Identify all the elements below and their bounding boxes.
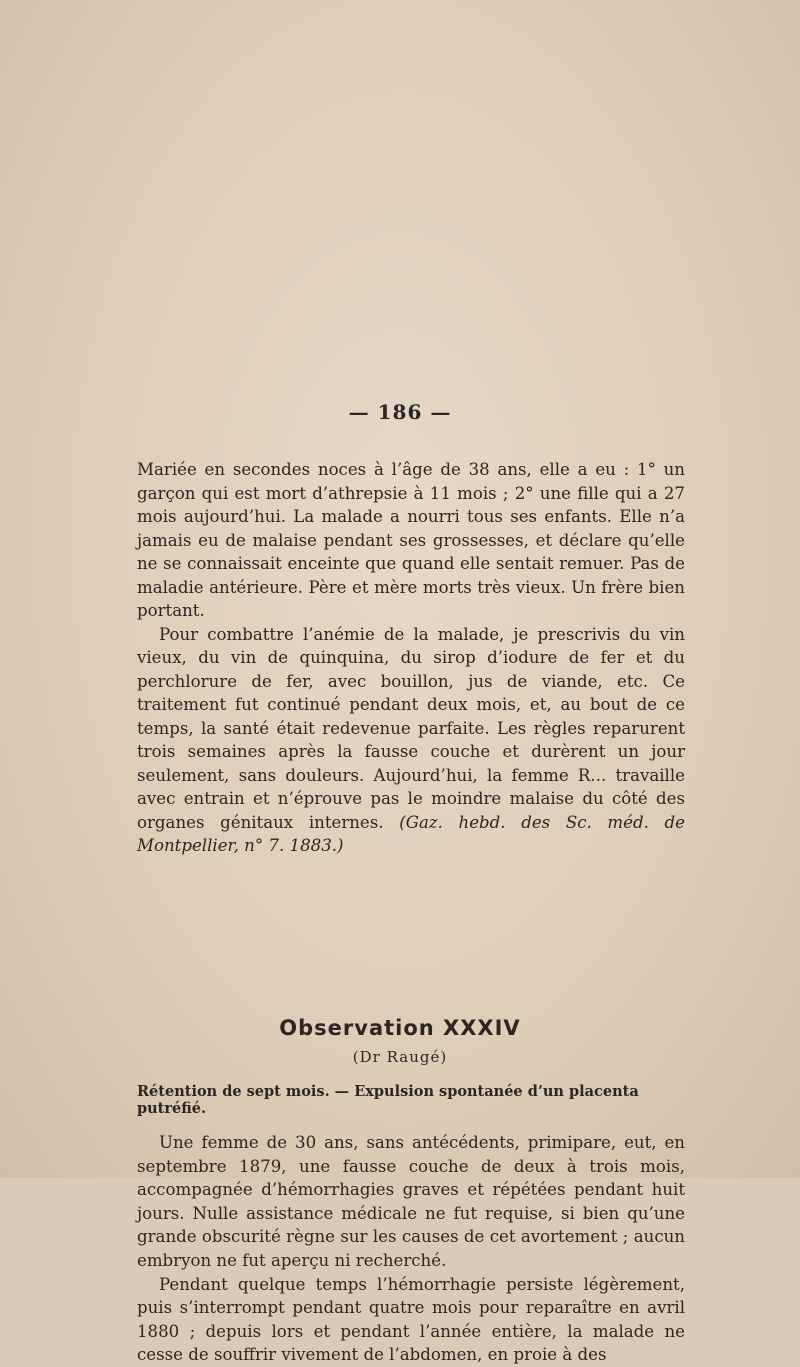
observation-title: Observation XXXIV bbox=[279, 1016, 521, 1040]
body-text-bottom bbox=[137, 1131, 685, 1367]
observation-author: (Dr Raugé) bbox=[352, 1048, 448, 1066]
paragraph: Une femme de 30 ans, sans antécédents, primipare, eut, en septembre 1879, une fausse couche de deux à trois mois, accompagnée d’hémorrhagies graves et répétées pendant huit jours. Nulle assistance médicale ne fut requise, si bien qu’une grande obscurité règne sur les causes de cet avortement ; aucun embryon ne fut aperçu ni recherché. bbox=[137, 1133, 685, 1270]
page-number: — 186 — bbox=[348, 400, 452, 424]
paragraph-text: Pour combattre l’anémie de la malade, je prescrivis du vin vieux, du vin de quinquina, du sirop d’iodure de fer et du perchlorure de fer, avec bouillon, jus de viande, etc. Ce traitement fut continué pendant deux mois, et, au bout de ce temps, la santé était redevenue parfaite. Les règles reparurent trois semaines après la fausse couche et durèrent un jour seulement, sans douleurs. Aujourd’hui, la femme R... travaille avec entrain et n’éprouve pas le moindre malaise du côté des organes génitaux internes. bbox=[137, 624, 685, 832]
paragraph bbox=[137, 623, 685, 858]
observation-summary: Rétention de sept mois. — Expulsion spontanée d’un placenta putréfié. bbox=[137, 1083, 639, 1117]
body-text-top bbox=[137, 458, 685, 858]
citation-reference: (Gaz. hebd. des Sc. méd. de Montpellier, n° 7. 1883.) bbox=[137, 812, 685, 855]
paragraph: Pendant quelque temps l’hémorrhagie persiste légèrement, puis s’interrompt pendant quatre mois pour reparaître en avril 1880 ; depuis lors et pendant l’année entière, la malade ne cesse de souffrir vivement de l’abdomen, en proie à des bbox=[137, 1274, 685, 1365]
paragraph: Mariée en secondes noces à l’âge de 38 ans, elle a eu : 1° un garçon qui est mort d’athrepsie à 11 mois ; 2° une fille qui a 27 mois aujourd’hui. La malade a nourri tous ses enfants. Elle n’a jamais eu de malaise pendant ses grossesses, et déclare qu’elle ne se connaissait enceinte que quand elle sentait remuer. Pas de maladie antérieure. Père et mère morts très vieux. Un frère bien portant. bbox=[137, 460, 685, 620]
